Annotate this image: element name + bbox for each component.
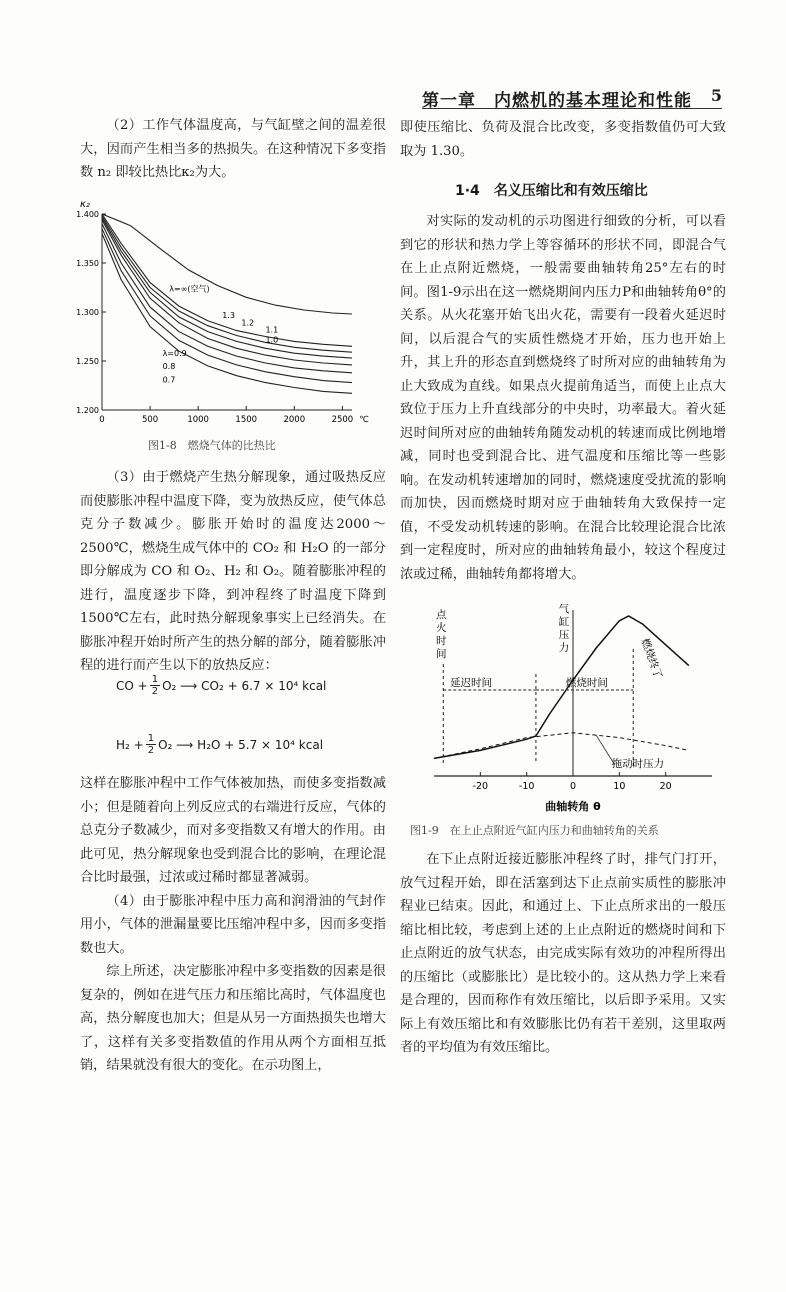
fraction-denominator: 2	[147, 745, 155, 756]
fraction-denominator: 2	[151, 686, 159, 697]
figure-1-8-caption: 图1-8 燃烧气体的比热比	[148, 439, 276, 452]
right-column-mid	[400, 210, 726, 586]
x-unit-label: ℃	[359, 415, 369, 425]
right-column-top	[400, 116, 726, 163]
equation-h2	[116, 733, 323, 756]
figure-1-8-chart	[72, 196, 382, 434]
curve-label: 1.2	[241, 318, 255, 328]
section-title: 名义压缩比和有效压缩比	[493, 183, 648, 199]
motoring-pressure-label: 拖动时压力	[611, 758, 665, 771]
x-tick-label: 2500	[331, 415, 354, 425]
y-axis-label: κ₂	[80, 199, 90, 210]
cylinder-pressure-label: 气缸压力	[558, 604, 570, 654]
left-column-bottom	[80, 772, 386, 1078]
right-column-bottom	[400, 848, 726, 1060]
curve-label: 1.1	[265, 325, 279, 335]
chapter-title: 第一章 内燃机的基本理论和性能	[422, 91, 692, 111]
curve-label: λ=∞(空气)	[169, 284, 210, 294]
paragraph-indicator-analysis: 对实际的发动机的示功图进行细致的分析，可以看到它的形状和热力学上等容循环的形状不同，即混合气在上止点附近燃烧，一般需要曲轴转角25°左右的时间。图1-9示出在这一燃烧期间内压力P和曲轴转角θ°的关系。从火花塞开始飞出火花，需要有一段着火延迟时间，以后混合气的实质性燃烧才开始，压力也开始上升，其上升的形态直到燃烧终了时所对应的曲轴转角为止大致成为直线。如果点火提前角适当，而使上止点大致位于压力上升直线部分的中央时，功率最大。着火延迟时间所对应的曲轴转角随发动机的转速而成比例地增减，同时也受到混合比、进气温度和压缩比等一些影响。在发动机转速增加的同时，燃烧速度受扰流的影响而加快，因而燃烧时期对应于曲轴转角大致保持一定值，不受发动机转速的影响。在混合比较理论混合比浓到一定程度时，所对应的曲轴转角最小，较这个程度过浓或过稀，曲轴转角都将增大。	[400, 214, 726, 582]
fraction-numerator: 1	[147, 733, 155, 744]
paragraph-item-2: （2）工作气体温度高，与气缸壁之间的温差很大，因而产生相当多的热损失。在这种情况下多变指数 n₂ 即较比热比κ₂为大。	[80, 118, 386, 180]
paragraph-item-4: （4）由于膨胀冲程中压力高和润滑油的气封作用小，气体的泄漏量要比压缩冲程中多，因而多变指数也大。	[80, 893, 386, 956]
left-column-mid	[80, 466, 386, 678]
y-tick-label: 1.200	[76, 406, 99, 415]
equation-h2-fraction	[146, 733, 156, 756]
x-tick-label: -20	[472, 781, 489, 792]
y-tick-label: 1.350	[76, 259, 99, 268]
y-tick-label: 1.400	[76, 210, 99, 219]
x-axis-label: 曲轴转角 θ	[545, 800, 601, 813]
ignition-time-label: 点火时间	[436, 609, 447, 660]
figure-1-9-caption: 图1-9 在上止点附近气缸内压力和曲轴转角的关系	[410, 824, 659, 837]
header-rule	[422, 108, 722, 109]
curve-label: 0.8	[162, 361, 176, 371]
kappa-curve-2	[102, 216, 352, 352]
equation-co	[116, 674, 326, 697]
curve-label: 0.7	[162, 375, 176, 385]
x-tick-label: 500	[141, 415, 159, 425]
paragraph-continuation-right: 即使压缩比、负荷及混合比改变，多变指数值仍可大致取为 1.30。	[400, 120, 726, 159]
paragraph-item-3: （3）由于燃烧产生热分解现象，通过吸热反应而使膨胀冲程中温度下降，变为放热反应，使气体总克分子数减少。膨胀开始时的温度达2000～2500℃，燃烧生成气体中的 CO₂ 和 H₂O 的一部分即分解成为 CO 和 O₂、H₂ 和 O₂。随着膨胀冲程的进行，温度逐步下降，到冲程终了时温度下降到1500℃左右，此时热分解现象事实上已经消失。在膨胀冲程开始时所产生的热分解的部分，随着膨胀冲程的进行而产生以下的放热反应：	[80, 470, 386, 673]
x-tick-label: 1500	[235, 415, 258, 425]
combustion-time-label: 燃烧时间	[565, 677, 608, 689]
kappa-curve-5	[102, 224, 352, 373]
kappa-curve-3	[102, 218, 352, 358]
delay-time-label: 延迟时间	[450, 677, 493, 689]
paragraph-continuation: 这样在膨胀冲程中工作气体被加热，而使多变指数减小；但是随着向上列反应式的右端进行反应，气体的总克分子数减少，而对多变指数又有增大的作用。由此可见，热分解现象也受到混合比的影响，在理论混合比时最强，过浓或过稀时都显著减弱。	[80, 776, 386, 885]
equation-h2-rhs: O₂ ⟶ H₂O + 5.7 × 10⁴ kcal	[158, 737, 324, 752]
curve-label: 1.3	[222, 310, 235, 320]
section-heading	[455, 180, 662, 200]
curve-label: 1.0	[265, 335, 279, 345]
fraction-numerator: 1	[151, 674, 159, 685]
x-tick-label: 0	[99, 415, 105, 425]
equation-co-rhs: O₂ ⟶ CO₂ + 6.7 × 10⁴ kcal	[162, 678, 327, 693]
x-tick-label: 2000	[283, 415, 306, 425]
curve-label: λ=0.9	[162, 349, 187, 359]
motoring-pressure-curve	[434, 733, 689, 759]
combustion-end-label: 燃烧终了	[638, 636, 665, 681]
equation-co-lhs: CO +	[116, 678, 148, 693]
figure-1-9-chart	[412, 604, 728, 816]
x-tick-label: 0	[569, 781, 577, 792]
section-number: 1·4	[455, 183, 480, 199]
paragraph-effective-ratio: 在下止点附近接近膨胀冲程终了时，排气门打开，放气过程开始，即在活塞到达下止点前实质性的膨胀冲程业已结束。因此，和通过上、下止点所求出的一般压缩比相比较，考虑到上述的上止点附近的燃烧时间和下止点附近的放气状态，由完成实际有效功的冲程所得出的压缩比（或膨胀比）是比较小的。这从热力学上来看是合理的，因而称作有效压缩比，以后即予采用。又实际上有效压缩比和有效膨胀比仍有若干差别，这里取两者的平均值为有效压缩比。	[400, 852, 726, 1055]
left-column-top	[80, 114, 386, 185]
paragraph-summary: 综上所述，决定膨胀冲程中多变指数的因素是很复杂的，例如在进气压力和压缩比高时，气体温度也高，热分解度也加大；但是从另一方面热损失也增大了，这样有关多变指数值的作用从两个方面相互抵销，结果就没有很大的变化。在示功图上，	[80, 964, 386, 1073]
equation-h2-lhs: H₂ +	[116, 737, 144, 752]
y-tick-label: 1.300	[76, 308, 99, 317]
kappa-curve-6	[102, 229, 352, 383]
x-tick-label: -10	[518, 781, 535, 792]
x-tick-label: 10	[613, 781, 626, 792]
equation-co-fraction	[150, 674, 160, 697]
x-tick-label: 1000	[187, 415, 209, 425]
x-tick-label: 20	[659, 781, 672, 792]
running-header	[422, 86, 722, 110]
kappa-curve-1	[102, 214, 352, 346]
y-tick-label: 1.250	[76, 357, 99, 366]
page-number: 5	[710, 86, 722, 105]
